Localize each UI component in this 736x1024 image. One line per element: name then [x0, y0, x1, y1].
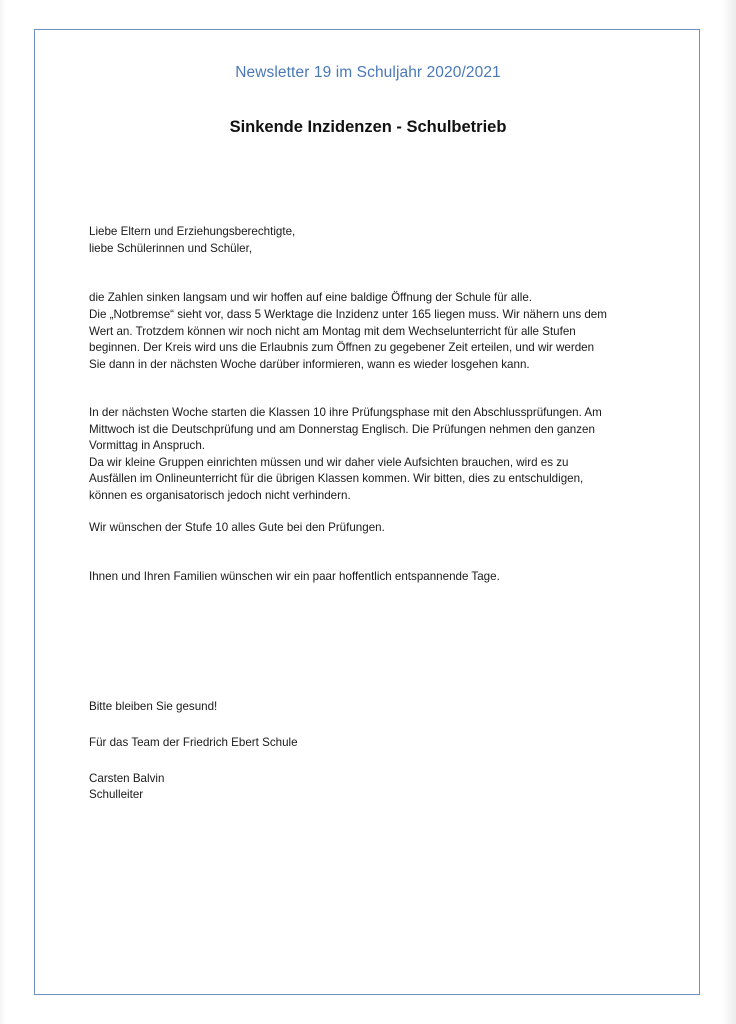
- paragraph-line: Vormittag in Anspruch.: [89, 439, 205, 452]
- paragraph-line: In der nächsten Woche starten die Klassen 10 ihre Prüfungsphase mit den Abschlussprüfungen. Am: [89, 406, 602, 419]
- team-line: Für das Team der Friedrich Ebert Schule: [89, 736, 298, 749]
- paragraph-line: beginnen. Der Kreis wird uns die Erlaubnis zum Öffnen zu gegebener Zeit erteilen, und wir werden: [89, 341, 595, 354]
- wish-families: Ihnen und Ihren Familien wünschen wir ein paar hoffentlich entspannende Tage.: [89, 570, 500, 583]
- headline: Sinkende Inzidenzen - Schulbetrieb: [229, 118, 507, 136]
- paragraph-line: Die „Notbremse“ sieht vor, dass 5 Werktage die Inzidenz unter 165 liegen muss. Wir nähern uns dem: [89, 308, 607, 321]
- paragraph-line: die Zahlen sinken langsam und wir hoffen auf eine baldige Öffnung der Schule für alle.: [89, 291, 533, 304]
- paragraph-line: Da wir kleine Gruppen einrichten müssen und wir daher viele Aufsichten brauchen, wird es zu: [89, 456, 569, 469]
- signatory-role: Schulleiter: [89, 788, 144, 801]
- paragraph-line: Wert an. Trotzdem können wir noch nicht am Montag mit dem Wechselunterricht für alle Stufen: [89, 325, 576, 338]
- paragraph-line: Sie dann in der nächsten Woche darüber informieren, wann es wieder losgehen kann.: [89, 358, 530, 371]
- stay-healthy: Bitte bleiben Sie gesund!: [89, 700, 218, 713]
- signatory-name: Carsten Balvin: [89, 772, 165, 785]
- salutation-line: liebe Schülerinnen und Schüler,: [89, 242, 253, 255]
- paragraph-line: können es organisatorisch jedoch nicht verhindern.: [89, 489, 351, 502]
- newsletter-title: Newsletter 19 im Schuljahr 2020/2021: [235, 64, 501, 81]
- paragraph-line: Mittwoch ist die Deutschprüfung und am Donnerstag Englisch. Die Prüfungen nehmen den ganzen: [89, 423, 595, 436]
- salutation-line: Liebe Eltern und Erziehungsberechtigte,: [89, 225, 296, 238]
- paragraph-line: Ausfällen im Onlineunterricht für die übrigen Klassen kommen. Wir bitten, dies zu entschuldigen,: [89, 472, 584, 485]
- wish-stufe10: Wir wünschen der Stufe 10 alles Gute bei den Prüfungen.: [89, 521, 385, 534]
- page-border: [34, 29, 700, 995]
